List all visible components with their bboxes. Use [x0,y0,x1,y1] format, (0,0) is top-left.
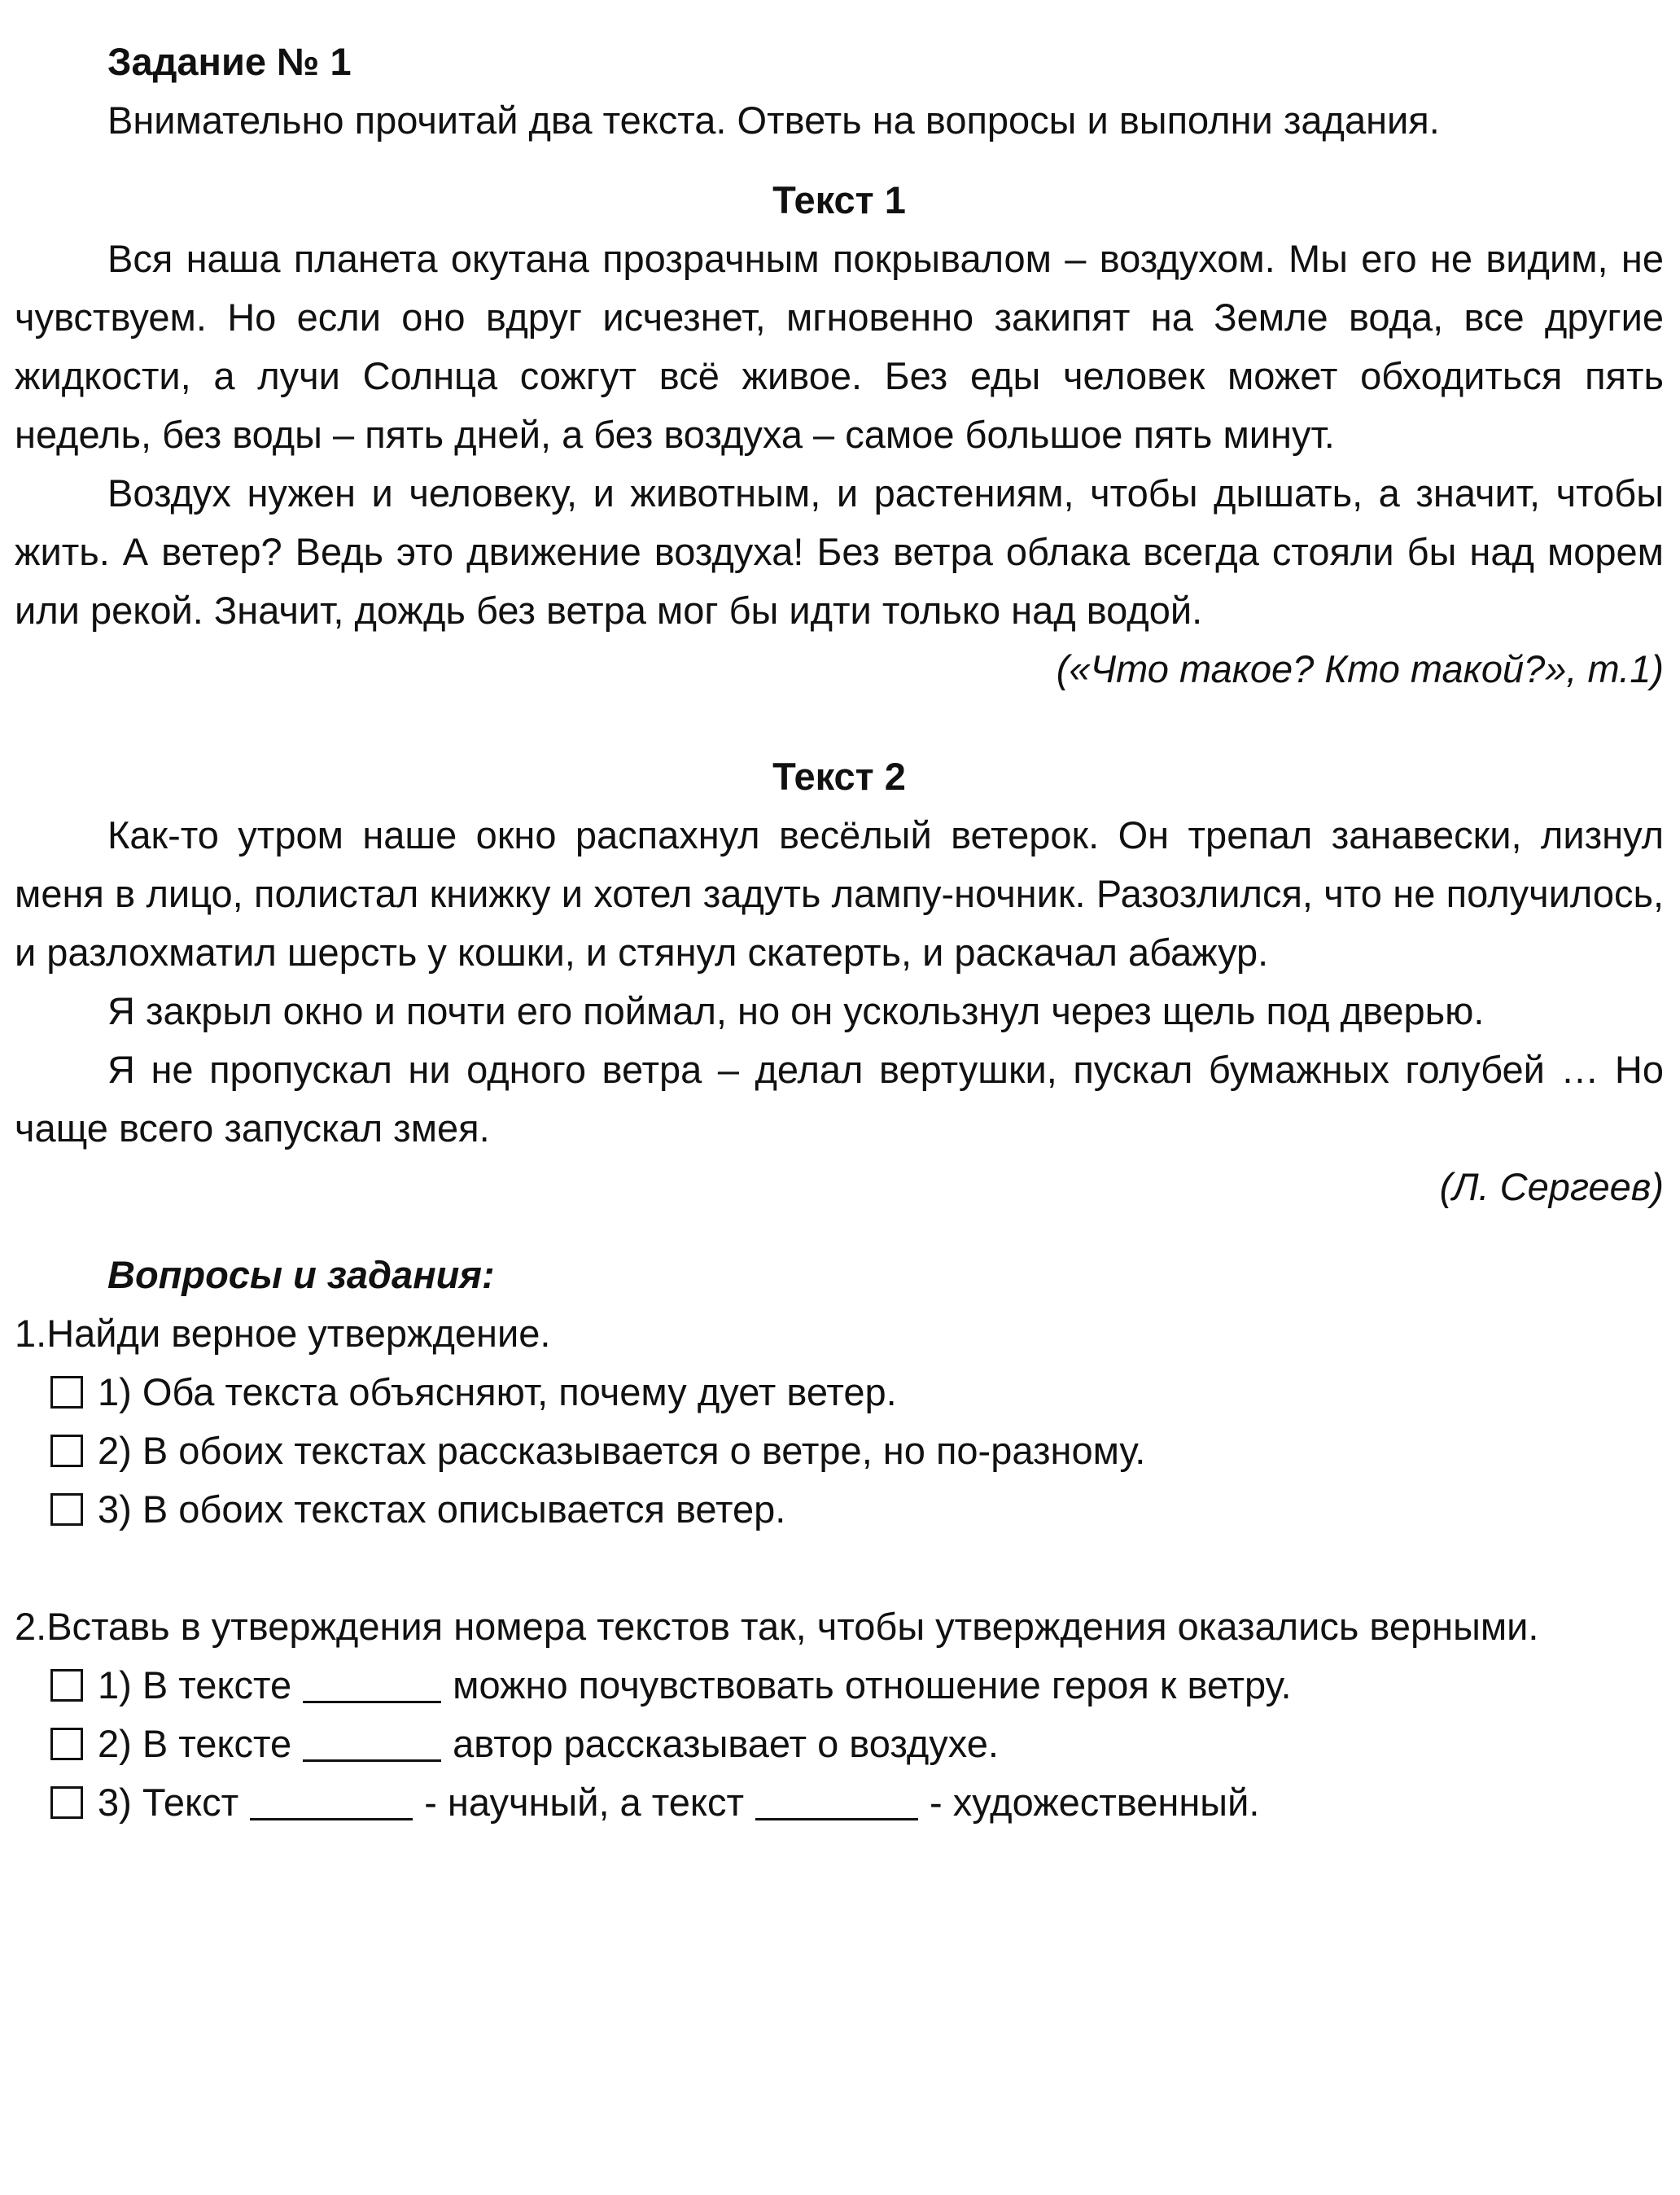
checkbox[interactable] [50,1669,83,1702]
question-2-option[interactable] [50,1715,1664,1773]
option-label: 3) В обоих текстах описывается ветер. [98,1487,786,1531]
option-text-after: автор рассказывает о воздухе. [453,1722,999,1765]
task-title: Задание № 1 [107,40,352,83]
answer-blank[interactable] [303,1668,441,1703]
question-1-option[interactable] [50,1363,1664,1422]
option-text-after: можно почувствовать отношение героя к ветру. [453,1663,1292,1706]
question-1-option[interactable] [50,1422,1664,1480]
questions-heading: Вопросы и задания: [107,1253,495,1296]
text2-paragraph: Я закрыл окно и почти его поймал, но он ускользнул через щель под дверью. [107,989,1485,1032]
text2-source: (Л. Сергеев) [1439,1165,1664,1208]
task-instruction: Внимательно прочитай два текста. Ответь на вопросы и выполни задания. [107,99,1440,142]
text1-paragraph: Вся наша планета окутана прозрачным покрывалом – воздухом. Мы его не видим, не чувствуем. Но если оно вдруг исчезнет, мгновенно закипят на Земле вода, все другие жидкости, а лучи Солнца сожгут всё живое. Без еды человек может обходиться пять недель, без воды – пять дней, а без воздуха – самое большое пять минут. [15,237,1664,456]
option-label: 1) Оба текста объясняют, почему дует ветер. [98,1370,897,1413]
checkbox[interactable] [50,1786,83,1819]
option-text-before: 2) В тексте [98,1722,292,1765]
checkbox[interactable] [50,1376,83,1409]
question-1-option[interactable] [50,1480,1664,1539]
checkbox[interactable] [50,1493,83,1526]
question-2-prompt: 2.Вставь в утверждения номера текстов так, чтобы утверждения оказались верными. [15,1605,1539,1648]
question-2-option[interactable] [50,1773,1664,1832]
text2-paragraph: Как-то утром наше окно распахнул весёлый ветерок. Он трепал занавески, лизнул меня в лицо, полистал книжку и хотел задуть лампу-ночник. Разозлился, что не получилось, и разлохматил шерсть у кошки, и стянул скатерть, и раскачал абажур. [15,813,1664,974]
checkbox[interactable] [50,1435,83,1467]
text2-paragraph: Я не пропускал ни одного ветра – делал вертушки, пускал бумажных голубей … Но чаще всего запускал змея. [15,1048,1664,1150]
answer-blank[interactable] [303,1727,441,1762]
answer-blank[interactable] [755,1785,918,1820]
answer-blank[interactable] [250,1785,413,1820]
checkbox[interactable] [50,1728,83,1760]
question-2-option[interactable] [50,1656,1664,1715]
option-text-middle: - научный, а текст [424,1781,745,1824]
text1-title: Текст 1 [772,178,906,221]
text2-title: Текст 2 [772,755,906,798]
text1-source: («Что такое? Кто такой?», т.1) [1056,647,1664,690]
option-text-before: 1) В тексте [98,1663,292,1706]
question-1-prompt: 1.Найди верное утверждение. [15,1312,551,1355]
text1-paragraph: Воздух нужен и человеку, и животным, и растениям, чтобы дышать, а значит, чтобы жить. А ветер? Ведь это движение воздуха! Без ветра облака всегда стояли бы над морем или рекой. Значит, дождь без ветра мог бы идти только над водой. [15,471,1664,632]
option-text-before: 3) Текст [98,1781,239,1824]
option-text-after: - художественный. [930,1781,1260,1824]
option-label: 2) В обоих текстах рассказывается о ветре, но по-разному. [98,1429,1146,1472]
worksheet-page [15,33,1664,1832]
